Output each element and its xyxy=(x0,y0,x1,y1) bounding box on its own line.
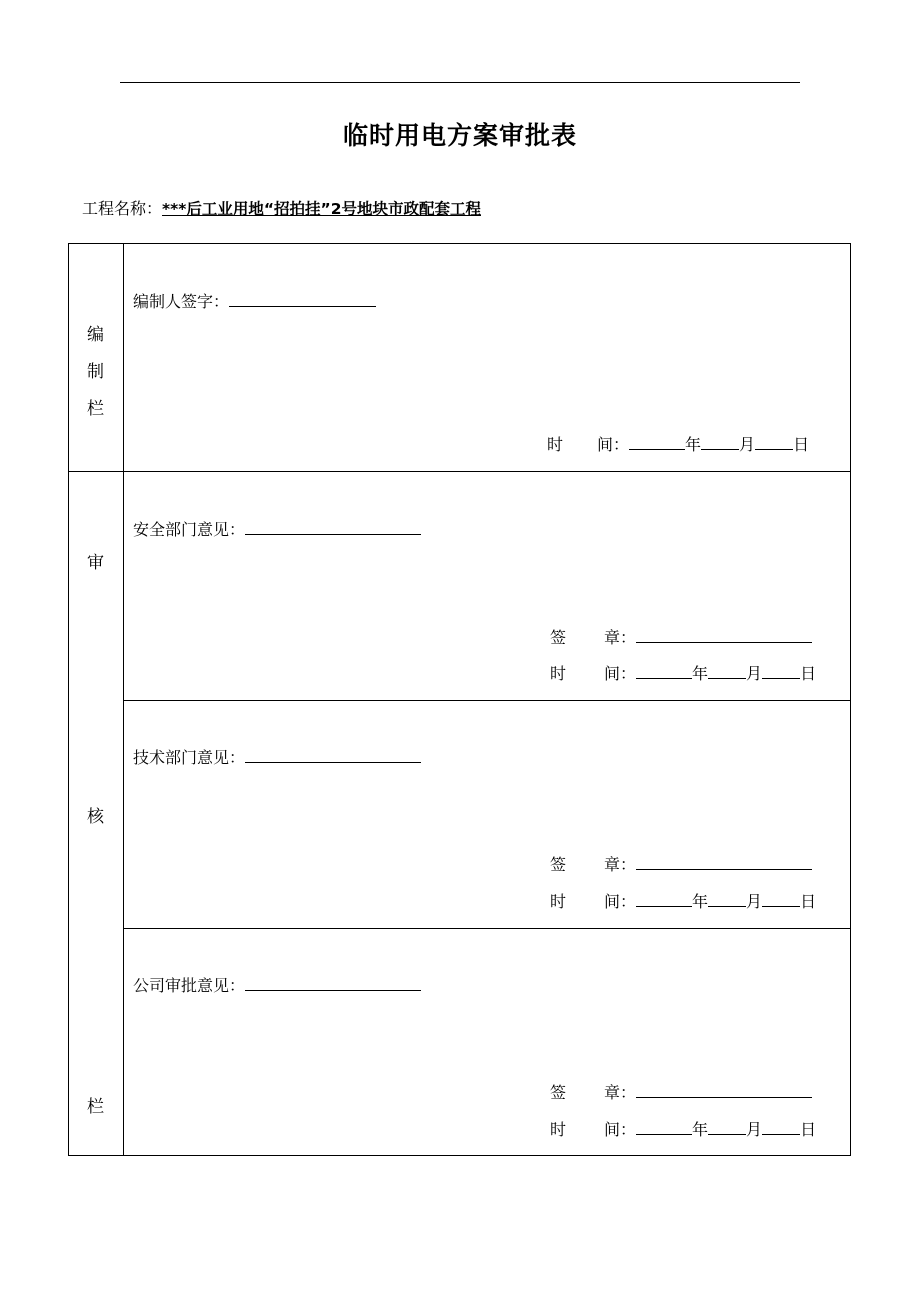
day-label: 日 xyxy=(800,1120,817,1139)
seal-label-part-1: 签 xyxy=(550,628,567,647)
review-side-char-1: 审 xyxy=(87,553,104,573)
technical-year-field[interactable] xyxy=(636,890,692,907)
review-divider-1 xyxy=(123,700,851,701)
company-seal-row xyxy=(550,1081,812,1104)
review-side-char-2: 核 xyxy=(87,807,104,827)
time-label-part-1: 时 xyxy=(550,892,567,911)
company-month-field[interactable] xyxy=(708,1118,746,1135)
page-title: 临时用电方案审批表 xyxy=(342,121,577,150)
project-line xyxy=(82,198,481,220)
compile-side-char-2: 制 xyxy=(87,362,104,382)
seal-label-part-2: 章： xyxy=(604,855,637,874)
safety-opinion-row xyxy=(133,518,421,541)
compile-side-char-1: 编 xyxy=(87,325,104,345)
time-label-part-2: 间： xyxy=(604,1120,637,1139)
time-label-part-1: 时 xyxy=(550,1120,567,1139)
compile-year-field[interactable] xyxy=(629,433,685,450)
review-side-char-3: 栏 xyxy=(87,1097,104,1117)
technical-opinion-field[interactable] xyxy=(245,746,421,763)
compiler-signature-field[interactable] xyxy=(229,290,376,307)
year-label: 年 xyxy=(692,664,709,683)
company-opinion-row xyxy=(133,974,421,997)
review-divider-2 xyxy=(123,928,851,929)
technical-time-row xyxy=(550,890,816,913)
compiler-signature-label: 编制人签字： xyxy=(133,292,230,311)
technical-opinion-row xyxy=(133,746,421,769)
month-label: 月 xyxy=(739,435,756,454)
compile-day-field[interactable] xyxy=(755,433,793,450)
compile-time-row xyxy=(547,433,809,456)
seal-label-part-2: 章： xyxy=(604,628,637,647)
time-label-part-1: 时 xyxy=(547,435,564,454)
project-name: ***后工业用地“招拍挂”2号地块市政配套工程 xyxy=(162,200,481,218)
company-year-field[interactable] xyxy=(636,1118,692,1135)
safety-opinion-label: 安全部门意见： xyxy=(133,520,246,539)
safety-seal-row xyxy=(550,626,812,649)
month-label: 月 xyxy=(746,664,763,683)
time-label-part-1: 时 xyxy=(550,664,567,683)
time-label-part-2: 间： xyxy=(604,664,637,683)
time-label-part-2: 间： xyxy=(604,892,637,911)
seal-label-part-1: 签 xyxy=(550,855,567,874)
day-label: 日 xyxy=(793,435,810,454)
month-label: 月 xyxy=(746,1120,763,1139)
safety-day-field[interactable] xyxy=(762,662,800,679)
company-opinion-label: 公司审批意见： xyxy=(133,976,246,995)
project-label: 工程名称： xyxy=(82,199,163,218)
month-label: 月 xyxy=(746,892,763,911)
compile-review-divider xyxy=(68,471,851,472)
company-opinion-field[interactable] xyxy=(245,974,421,991)
time-label-part-2: 间： xyxy=(597,435,630,454)
company-day-field[interactable] xyxy=(762,1118,800,1135)
company-time-row xyxy=(550,1118,816,1141)
year-label: 年 xyxy=(692,892,709,911)
technical-opinion-label: 技术部门意见： xyxy=(133,748,246,767)
seal-label-part-1: 签 xyxy=(550,1083,567,1102)
safety-year-field[interactable] xyxy=(636,662,692,679)
safety-time-row xyxy=(550,662,816,685)
compile-side-char-3: 栏 xyxy=(87,399,104,419)
technical-month-field[interactable] xyxy=(708,890,746,907)
header-rule xyxy=(120,82,800,83)
company-seal-field[interactable] xyxy=(636,1081,812,1098)
technical-day-field[interactable] xyxy=(762,890,800,907)
safety-seal-field[interactable] xyxy=(636,626,812,643)
compiler-signature-row xyxy=(133,290,376,313)
technical-seal-row xyxy=(550,853,812,876)
seal-label-part-2: 章： xyxy=(604,1083,637,1102)
year-label: 年 xyxy=(685,435,702,454)
safety-month-field[interactable] xyxy=(708,662,746,679)
day-label: 日 xyxy=(800,892,817,911)
year-label: 年 xyxy=(692,1120,709,1139)
day-label: 日 xyxy=(800,664,817,683)
technical-seal-field[interactable] xyxy=(636,853,812,870)
compile-month-field[interactable] xyxy=(701,433,739,450)
safety-opinion-field[interactable] xyxy=(245,518,421,535)
